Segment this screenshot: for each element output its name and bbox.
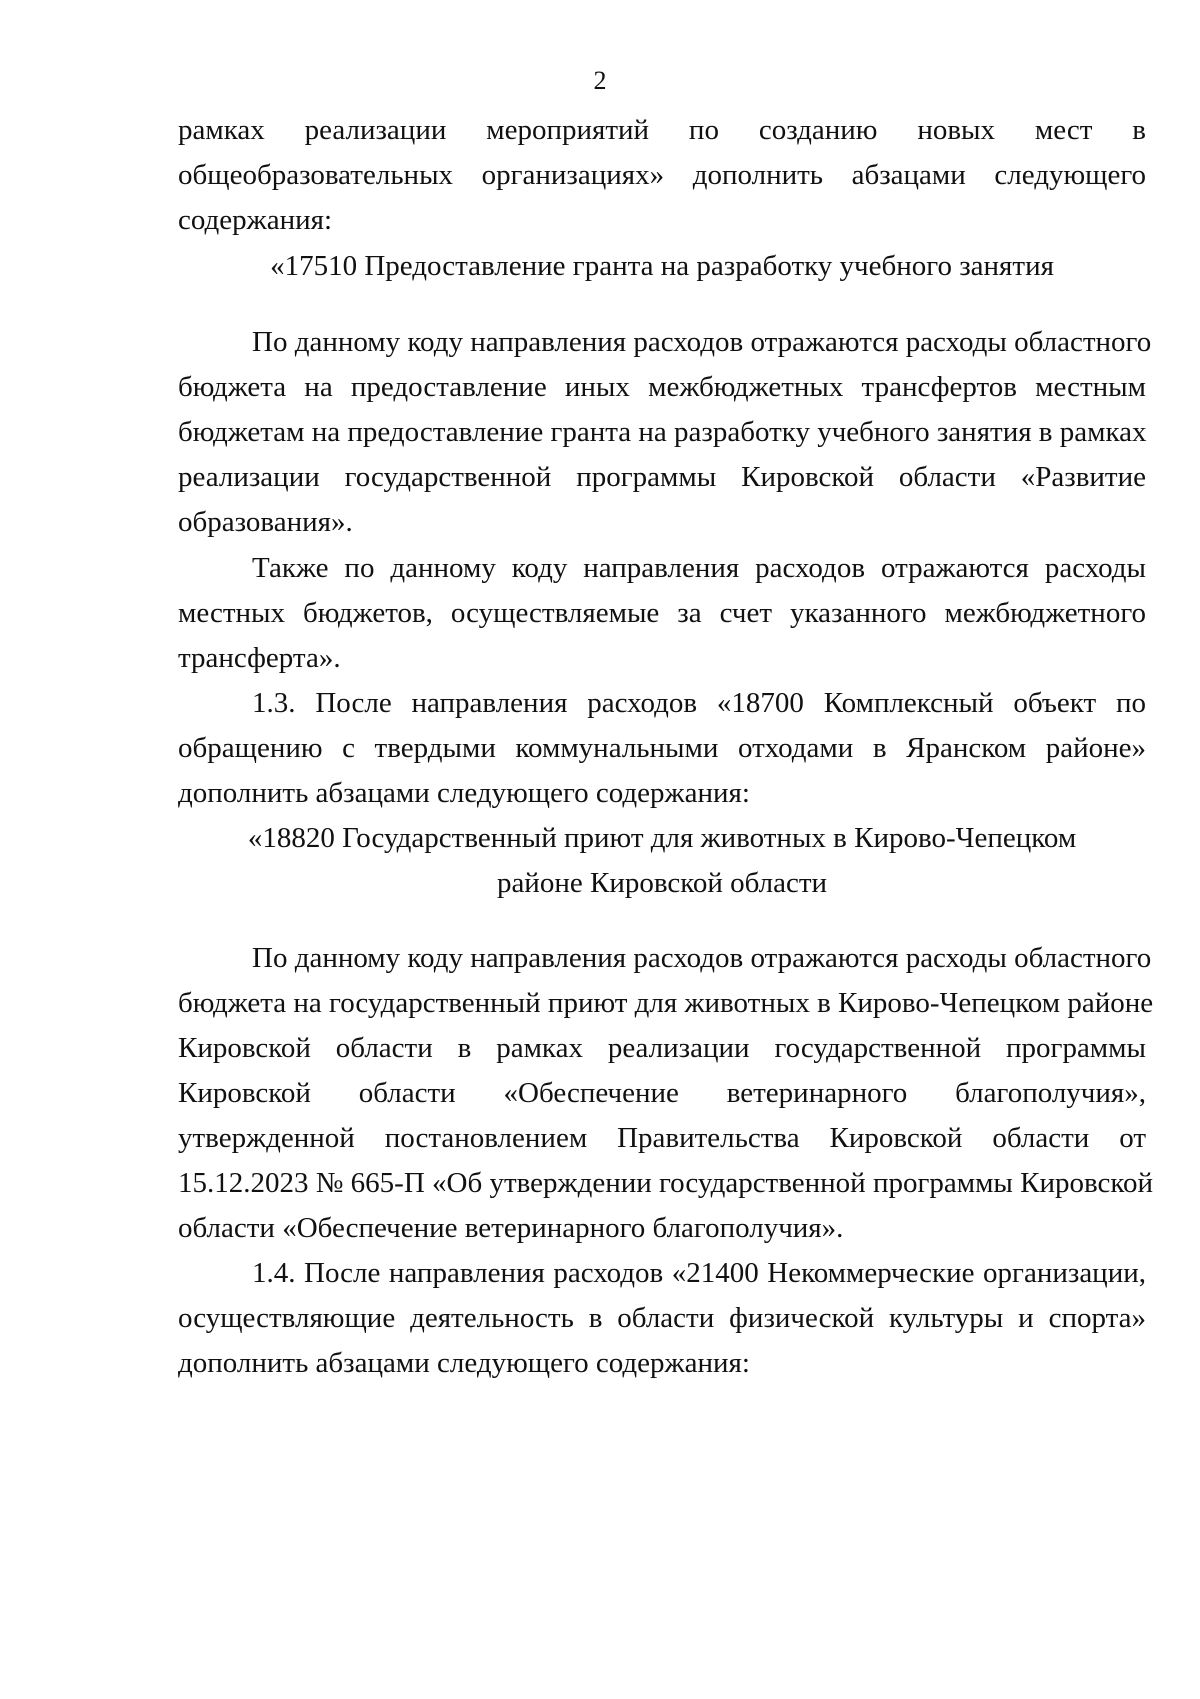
text-line: утвержденной постановлением Правительства Кировской области от bbox=[178, 1122, 1146, 1154]
text-line: Также по данному коду направления расходов отражаются расходы bbox=[252, 552, 1146, 584]
text-line: 1.3. После направления расходов «18700 Комплексный объект по bbox=[252, 687, 1146, 719]
code-heading: районе Кировской области bbox=[496, 867, 828, 899]
text-line: бюджета на предоставление иных межбюджетных трансфертов местным bbox=[178, 371, 1146, 403]
text-line: Кировской области в рамках реализации государственной программы bbox=[178, 1032, 1146, 1064]
text-line: содержания: bbox=[178, 204, 333, 236]
code-heading: «18820 Государственный приют для животных в Кирово-Чепецком bbox=[247, 822, 1077, 854]
code-heading: «17510 Предоставление гранта на разработку учебного занятия bbox=[270, 250, 1054, 282]
text-line: По данному коду направления расходов отражаются расходы областного bbox=[252, 942, 1152, 974]
text-line: реализации государственной программы Кировской области «Развитие bbox=[178, 461, 1146, 493]
text-line: осуществляющие деятельность в области физической культуры и спорта» bbox=[178, 1302, 1146, 1334]
text-line: бюджетам на предоставление гранта на разработку учебного занятия в рамках bbox=[178, 416, 1147, 448]
text-line: бюджета на государственный приют для животных в Кирово-Чепецком районе bbox=[178, 987, 1154, 1019]
text-line: дополнить абзацами следующего содержания: bbox=[178, 777, 750, 809]
text-line: рамках реализации мероприятий по созданию новых мест в bbox=[178, 114, 1146, 146]
text-line: дополнить абзацами следующего содержания: bbox=[178, 1347, 750, 1379]
text-line: 15.12.2023 № 665-П «Об утверждении государственной программы Кировской bbox=[178, 1167, 1154, 1199]
text-line: местных бюджетов, осуществляемые за счет указанного межбюджетного bbox=[178, 597, 1146, 629]
text-line: образования». bbox=[178, 506, 353, 538]
text-line: области «Обеспечение ветеринарного благополучия». bbox=[178, 1212, 844, 1244]
text-line: Кировской области «Обеспечение ветеринарного благополучия», bbox=[178, 1077, 1146, 1109]
text-line: общеобразовательных организациях» дополнить абзацами следующего bbox=[178, 159, 1146, 191]
page-number: 2 bbox=[593, 66, 607, 95]
text-line: трансферта». bbox=[178, 642, 341, 674]
text-line: 1.4. После направления расходов «21400 Некоммерческие организации, bbox=[252, 1257, 1146, 1289]
text-line: По данному коду направления расходов отражаются расходы областного bbox=[252, 326, 1152, 358]
text-line: обращению с твердыми коммунальными отходами в Яранском районе» bbox=[178, 732, 1146, 764]
